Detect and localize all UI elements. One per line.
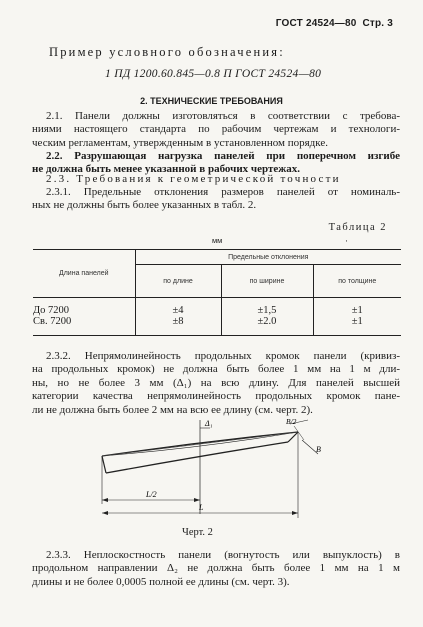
standard-number: ГОСТ 24524—80 xyxy=(275,18,357,29)
label-b-half: В/2 xyxy=(286,418,297,426)
text-line: ниями настоящего стандарта по рабочим чертежам и технологи- xyxy=(32,123,400,136)
delta-label: Δ₁ xyxy=(205,419,213,428)
column-header-width-dev: по ширине xyxy=(221,265,313,298)
section-title: 2. ТЕХНИЧЕСКИЕ ТРЕБОВАНИЯ xyxy=(140,96,283,106)
label-b: В xyxy=(316,445,321,454)
cell-length: До 7200 xyxy=(33,298,135,316)
text-line: 2.3. Требования к геометрической точности xyxy=(46,173,341,185)
example-title: Пример условного обозначения: xyxy=(49,45,285,59)
text-line: 2.3.1. Предельные отклонения размеров панелей от номиналь- xyxy=(46,186,400,198)
text-line: не должна быть менее указанной в рабочих чертежах. xyxy=(32,163,301,176)
column-header-length: Длина панелей xyxy=(33,250,135,298)
table-mark: · xyxy=(345,236,348,246)
cell-thickness-dev: ±1 xyxy=(351,304,363,316)
tolerance-table xyxy=(33,249,401,336)
label-l: L xyxy=(199,503,204,512)
label-l-half: L/2 xyxy=(146,490,157,499)
cell-length-dev: ±4 xyxy=(135,298,221,316)
table-row xyxy=(33,316,401,336)
cell-length: Св. 7200 xyxy=(33,316,135,336)
page-number: Стр. 3 xyxy=(362,18,393,29)
text-line: длины и не более 0,0005 полной ее длины (см. черт. 3). xyxy=(32,575,290,588)
text-line: на продольных кромок) не должна быть более 1 мм на 1 м дли- xyxy=(32,363,400,376)
paragraph-2-3-1 xyxy=(32,186,400,213)
cell-width-dev: ±1,5 xyxy=(221,298,313,316)
text-line: 2.3.3. Неплоскостность панели (вогнутость или выпуклость) в xyxy=(46,549,400,561)
example-designation: 1 ПД 1200.60.845—0.8 П ГОСТ 24524—80 xyxy=(105,68,322,80)
cell-thickness-dev: ±1 xyxy=(313,316,401,336)
column-header-length-dev: по длине xyxy=(135,265,221,298)
text-line: 2.1. Панели должны изготовляться в соответствии с требова- xyxy=(46,110,400,122)
table-row xyxy=(33,298,401,316)
text-line: ных не должны быть более указанных в табл. 2. xyxy=(32,199,257,212)
paragraph-2-3 xyxy=(32,173,400,186)
text-line: ны, но не более 3 мм (Δ₁) на всю длину. Для панелей высшей xyxy=(32,376,400,389)
table-title: Таблица 2 xyxy=(328,222,387,233)
text-line: ческим регламентам, утвержденным в установленном порядке. xyxy=(32,136,328,149)
table-unit: мм xyxy=(212,236,223,245)
text-line: 2.2. Разрушающая нагрузка панелей при поперечном изгибе xyxy=(46,150,400,162)
paragraph-2-3-2 xyxy=(32,350,400,417)
column-group-header: Предельные отклонения xyxy=(135,250,401,265)
text-line: категории качества непрямолинейность продольных кромок пане- xyxy=(32,390,400,403)
figure-caption: Черт. 2 xyxy=(182,527,213,538)
column-header-thickness-dev: по толщине xyxy=(313,265,401,298)
paragraph-2-3-3 xyxy=(32,549,400,589)
cell-width-dev: ±2.0 xyxy=(221,316,313,336)
drawing-2 xyxy=(80,418,340,523)
text-line: ли не должна быть более 2 мм на всю ее длину (см. черт. 2). xyxy=(32,403,313,416)
text-line: 2.3.2. Непрямолинейность продольных кромок панели (кривиз- xyxy=(46,350,400,362)
panel-end-left xyxy=(102,456,106,473)
page-header xyxy=(276,18,393,29)
paragraph-2-1 xyxy=(32,110,400,150)
dim-b-tick xyxy=(294,426,304,440)
text-line: продольном направлении Δ₂ не должна быть более 1 мм на 1 м xyxy=(32,562,400,575)
cell-length-dev: ±8 xyxy=(135,316,221,336)
